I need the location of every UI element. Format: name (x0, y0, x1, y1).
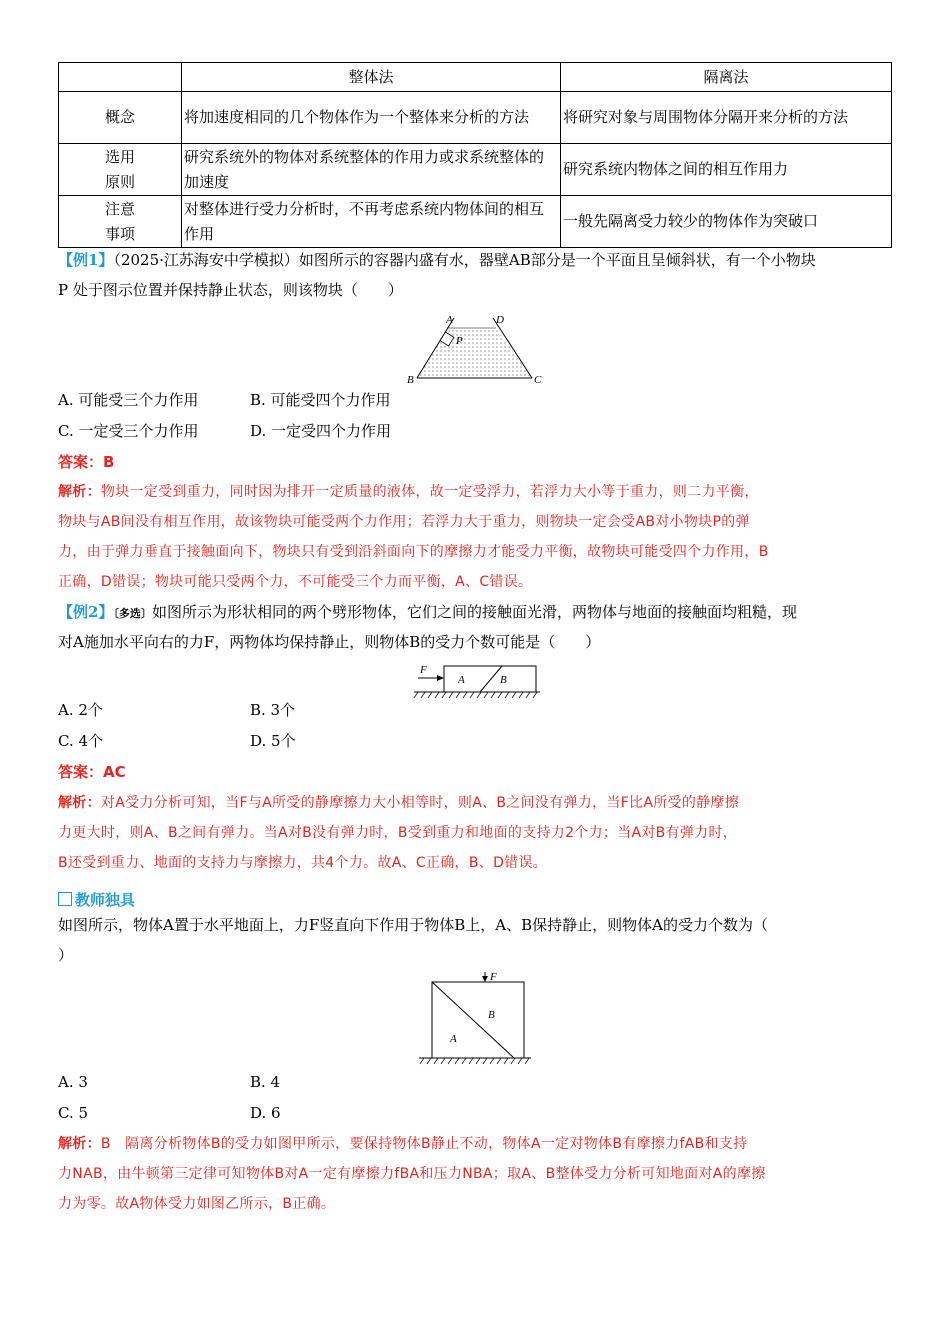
answer-label: 答案： (58, 763, 104, 781)
table-row (59, 144, 892, 196)
teacher-solution-line (58, 1133, 894, 1155)
force-f-arrowhead (437, 675, 444, 681)
example2-solution-line (58, 792, 894, 814)
solution-answer: B (100, 1136, 111, 1152)
example2-solution-line: 力更大时，则A、B之间有弹力。当A对B没有弹力时，B受到重力和地面的支持力2个力；当A对B有弹力时， (58, 825, 738, 841)
example1-solution-line (58, 481, 894, 503)
example2-question-line: 对A施加水平向右的力F，两物体均保持静止，则物体B的受力个数可能是（ ） (58, 633, 601, 651)
answer-value: B (103, 453, 115, 471)
label-a: A (446, 314, 453, 326)
multi-select-badge: 〔多选〕 (113, 607, 152, 620)
example2-tag: 【例2】 (58, 603, 114, 621)
option-c[interactable]: C. 5 (58, 1104, 89, 1122)
option-d[interactable]: D. 一定受四个力作用 (250, 422, 392, 440)
option-d[interactable]: D. 6 (250, 1104, 281, 1122)
teacher-question-line: ） (58, 946, 74, 964)
wedges-figure (410, 660, 545, 702)
ground-hatch (420, 1058, 529, 1064)
answer-value: AC (103, 763, 126, 781)
example1-solution-line: 正确，D错误；物块可能只受两个力，不可能受三个力而平衡，A、C错误。 (58, 574, 533, 590)
teacher-section-title (58, 889, 894, 911)
teacher-title-text: 教师独具 (75, 891, 136, 909)
solution-label: 解析： (58, 795, 101, 811)
table-cell: 将加速度相同的几个物体作为一个整体来分析的方法 (182, 92, 561, 144)
option-c[interactable]: C. 一定受三个力作用 (58, 422, 199, 440)
example1-solution-line: 力，由于弹力垂直于接触面向下，物块只有受到沿斜面向下的摩擦力才能受力平衡，故物块可能受四个力作用，B (58, 544, 769, 560)
teacher-question-line: 如图所示，物体A置于水平地面上，力F竖直向下作用于物体B上，A、B保持静止，则物体A的受力个数为（ (58, 916, 768, 934)
table-cell: 对整体进行受力分析时，不再考虑系统内物体间的相互作用 (182, 196, 561, 248)
example2-answer (58, 761, 894, 783)
table-header-empty (59, 63, 182, 92)
row-label-line: 注意 (104, 199, 135, 218)
label-b: B (500, 674, 507, 686)
container-figure (400, 310, 550, 390)
row-label (59, 196, 182, 248)
solution-text: 对A受力分析可知，当F与A所受的静摩擦力大小相等时，则A、B之间没有弹力，当F比A所受的静摩擦 (100, 795, 740, 811)
table-row (59, 92, 892, 144)
comparison-table (58, 62, 892, 248)
label-b: B (407, 374, 414, 386)
label-f: F (420, 664, 427, 676)
row-label-line: 选用 (104, 147, 135, 166)
label-b: B (488, 1009, 495, 1021)
table-header-row (59, 63, 892, 92)
block-box (432, 982, 524, 1058)
label-p: P (456, 335, 463, 347)
row-label (59, 144, 182, 196)
table-cell: 研究系统外的物体对系统整体的作用力或求系统整体的加速度 (182, 144, 561, 196)
option-c[interactable]: C. 4个 (58, 732, 104, 750)
example1-solution-line: 物块与AB间没有相互作用，故该物块可能受两个力作用；若浮力大于重力，则物块一定会受AB对小物块P的弹 (58, 514, 750, 530)
example1-question-line: P 处于图示位置并保持静止状态，则该物块（ ） (58, 281, 403, 299)
water-fill (417, 328, 532, 378)
teacher-figure (415, 970, 535, 1070)
answer-label: 答案： (58, 453, 104, 471)
example2-text: 如图所示为形状相同的两个劈形物体，它们之间的接触面光滑，两物体与地面的接触面均粗糙，现 (151, 603, 797, 621)
example1-text: （2025·江苏海安中学模拟）如图所示的容器内盛有水，器壁AB部分是一个平面且呈倾斜状，有一个小物块 (113, 251, 816, 269)
option-d[interactable]: D. 5个 (250, 732, 296, 750)
option-a[interactable]: A. 3 (58, 1073, 88, 1091)
example2-question-line (58, 601, 894, 625)
solution-label: 解析： (58, 484, 101, 500)
solution-text: 物块一定受到重力，同时因为排开一定质量的液体，故一定受浮力，若浮力大小等于重力，则二力平衡， (100, 484, 759, 500)
solution-text: 隔离分析物体B的受力如图甲所示，要保持物体B静止不动，物体A一定对物体B有摩擦力fAB和支持 (125, 1136, 748, 1152)
option-a[interactable]: A. 2个 (58, 701, 103, 719)
option-a[interactable]: A. 可能受三个力作用 (58, 391, 199, 409)
label-a: A (450, 1033, 457, 1045)
example2-solution-line: B还受到重力、地面的支持力与摩擦力，共4个力。故A、C正确，B、D错误。 (58, 855, 548, 871)
solution-label: 解析： (58, 1136, 101, 1152)
example1-tag: 【例1】 (58, 251, 114, 269)
label-c: C (534, 374, 542, 386)
example1-question-line (58, 249, 894, 271)
table-cell: 一般先隔离受力较少的物体作为突破口 (561, 196, 892, 248)
label-d: D (496, 314, 504, 326)
label-a: A (458, 674, 465, 686)
teacher-solution-line: 力NAB，由牛顿第三定律可知物体B对A一定有摩擦力fBA和压力NBA；取A、B整体受力分析可知地面对A的摩擦 (58, 1166, 766, 1182)
table-row (59, 196, 892, 248)
ground-hatch (414, 692, 537, 698)
table-header-isolate: 隔离法 (561, 63, 892, 92)
teacher-solution-line: 力为零。故A物体受力如图乙所示，B正确。 (58, 1196, 336, 1212)
table-cell: 将研究对象与周围物体分隔开来分析的方法 (561, 92, 892, 144)
label-f: F (490, 971, 497, 983)
force-f-arrowhead (482, 976, 488, 982)
table-header-whole: 整体法 (182, 63, 561, 92)
option-b[interactable]: B. 可能受四个力作用 (250, 391, 391, 409)
table-cell: 研究系统内物体之间的相互作用力 (561, 144, 892, 196)
option-b[interactable]: B. 3个 (250, 701, 296, 719)
checkbox-icon (58, 892, 72, 906)
row-label: 概念 (59, 92, 182, 144)
example1-answer (58, 451, 894, 473)
option-b[interactable]: B. 4 (250, 1073, 281, 1091)
row-label-line: 事项 (104, 224, 135, 243)
row-label-line: 原则 (104, 172, 135, 191)
